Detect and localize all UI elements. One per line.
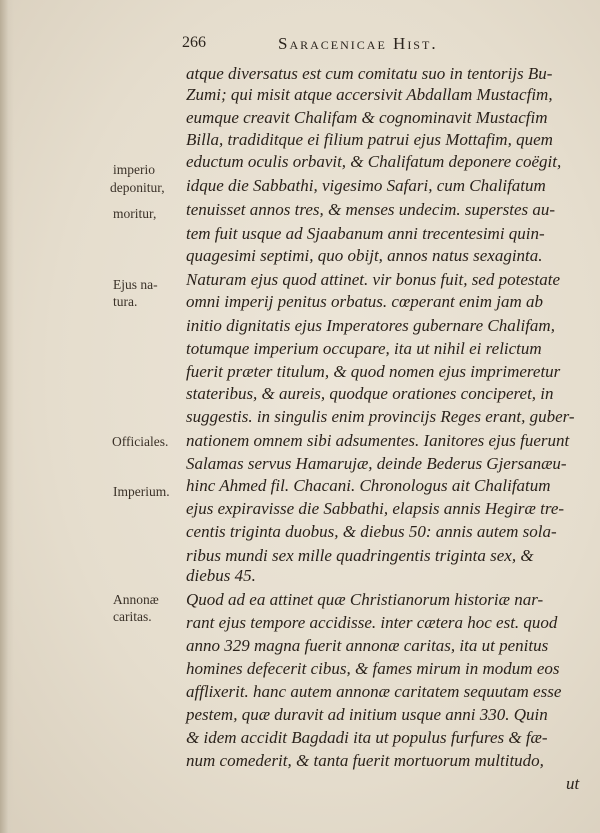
- margin-note-moritur: moritur,: [113, 206, 157, 221]
- body-line: stateribus, & aureis, quodque orationes conciperet, in: [186, 384, 554, 403]
- body-line: centis triginta duobus, & diebus 50: annis autem sola-: [186, 522, 557, 541]
- margin-note-annonae: Annonæ: [113, 592, 159, 607]
- body-line: suggestis. in singulis enim provincijs Reges erant, guber-: [186, 407, 575, 426]
- body-line: eductum oculis orbavit, & Chalifatum deponere coëgit,: [186, 152, 562, 171]
- page-header: [182, 34, 512, 54]
- body-line: rant ejus tempore accidisse. inter cætera hoc est. quod: [186, 613, 558, 632]
- body-line: afflixerit. hanc autem annonæ caritatem sequutam esse: [186, 682, 562, 701]
- body-line: atque diversatus est cum comitatu suo in tentorijs Bu-: [186, 64, 553, 83]
- body-line: Zumi; qui misit atque accersivit Abdallam Mustacfim,: [186, 85, 553, 104]
- body-line: Quod ad ea attinet quæ Christianorum historiæ nar-: [186, 590, 544, 609]
- body-line: tenuisset annos tres, & menses undecim. superstes au-: [186, 200, 556, 219]
- margin-note-officiales: Officiales.: [112, 434, 169, 449]
- body-line: initio dignitatis ejus Imperatores gubernare Chalifam,: [186, 316, 555, 335]
- body-line: ribus mundi sex mille quadringentis triginta sex, &: [186, 546, 534, 565]
- body-line: Naturam ejus quod attinet. vir bonus fuit, sed potestate: [186, 270, 560, 289]
- page-number: 266: [182, 34, 206, 51]
- body-line: hinc Ahmed fil. Chacani. Chronologus ait Chalifatum: [186, 476, 551, 495]
- body-line: anno 329 magna fuerit annonæ caritas, ita ut penitus: [186, 636, 549, 655]
- body-line: num comederit, & tanta fuerit mortuorum multitudo,: [186, 751, 544, 770]
- margin-note-ejus-natura-1: Ejus na-: [113, 277, 158, 292]
- body-line: pestem, quæ duravit ad initium usque anni 330. Quin: [186, 705, 548, 724]
- body-line: fuerit præter titulum, & quod nomen ejus imprimeretur: [186, 362, 561, 381]
- body-line: Salamas servus Hamarujæ, deinde Bederus Gjersanæu-: [186, 454, 567, 473]
- body-line: idque die Sabbathi, vigesimo Safari, cum Chalifatum: [186, 176, 546, 195]
- body-line: homines defecerit cibus, & fames mirum in modum eos: [186, 659, 560, 678]
- body-line: ejus expiravisse die Sabbathi, elapsis annis Hegiræ tre-: [186, 499, 565, 518]
- body-line: diebus 45.: [186, 566, 256, 585]
- running-title: Saracenicae Hist.: [278, 34, 438, 53]
- body-line: omni imperij penitus orbatus. cœperant enim jam ab: [186, 292, 543, 311]
- body-line: totumque imperium occupare, ita ut nihil ei relictum: [186, 339, 542, 358]
- body-line: quagesimi septimi, quo obijt, annos natus sexaginta.: [186, 246, 543, 265]
- body-line: Billa, tradiditque ei filium patrui ejus Mottafim, quem: [186, 130, 553, 149]
- margin-note-imperio: imperio: [113, 162, 155, 177]
- margin-note-caritas: caritas.: [113, 609, 152, 624]
- body-line: & idem accidit Bagdadi ita ut populus furfures & fæ-: [186, 728, 548, 747]
- catchword: ut: [566, 774, 580, 793]
- margin-note-ejus-natura-2: tura.: [113, 294, 138, 309]
- margin-note-imperium: Imperium.: [113, 484, 170, 499]
- page-gutter-shadow: [0, 0, 14, 833]
- body-line: eumque creavit Chalifam & cognominavit Mustacfim: [186, 108, 548, 127]
- body-line: nationem omnem sibi adsumentes. Ianitores ejus fuerunt: [186, 431, 570, 450]
- margin-note-deponitur: deponitur,: [110, 180, 165, 195]
- body-line: tem fuit usque ad Sjaabanum anni trecentesimi quin-: [186, 224, 545, 243]
